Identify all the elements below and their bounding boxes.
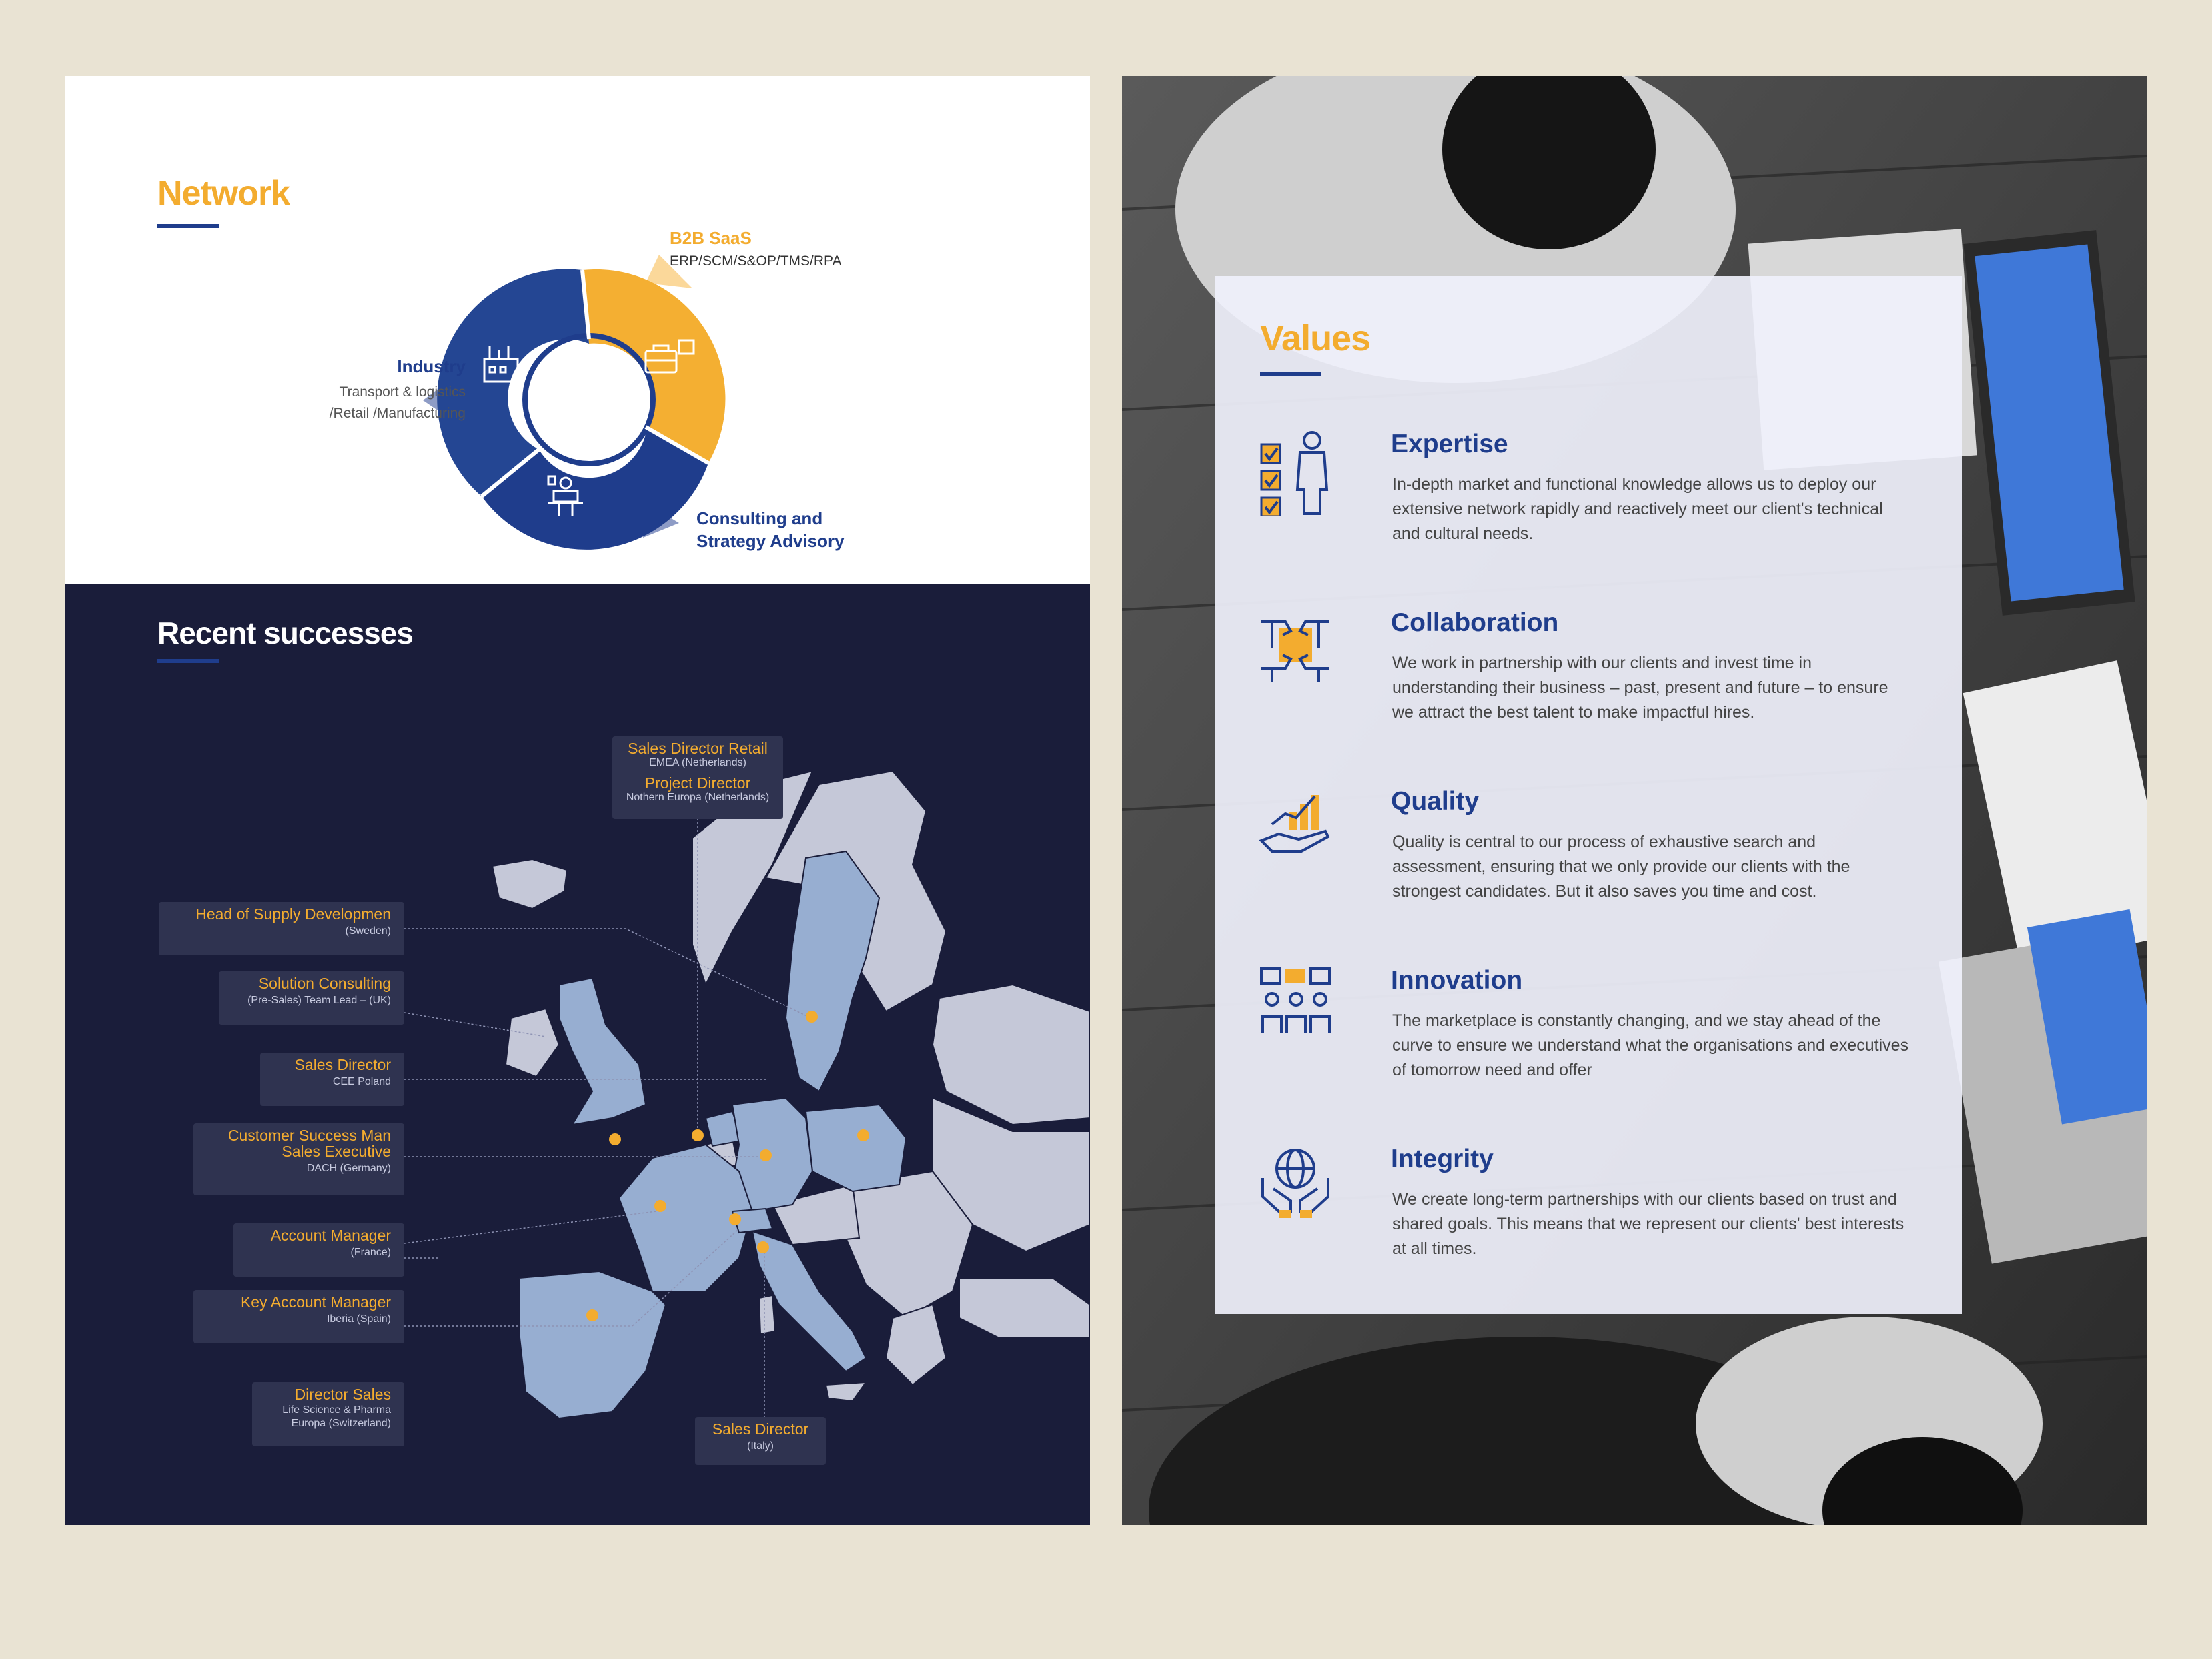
value-collaboration	[1259, 608, 1939, 755]
network-title: Network	[157, 174, 290, 213]
box-germany-title2: Sales Executive	[282, 1143, 391, 1160]
pin-spain	[586, 1309, 598, 1321]
consulting-label-line2: Strategy Advisory	[696, 531, 845, 551]
box-italy-title: Sales Director	[712, 1420, 809, 1438]
pin-france	[654, 1200, 666, 1212]
recent-successes-section	[65, 584, 1090, 1525]
b2b-sub: ERP/SCM/S&OP/TMS/RPA	[670, 253, 842, 269]
box-germany	[193, 1123, 404, 1195]
box-germany-sub: DACH (Germany)	[306, 1163, 391, 1174]
successes-title: Recent successes	[157, 616, 413, 650]
value-innovation	[1259, 966, 1939, 1113]
box-spain-sub: Iberia (Spain)	[326, 1313, 391, 1325]
box-netherlands-sub: EMEA (Netherlands)	[649, 757, 746, 768]
values-card	[1215, 276, 1962, 1314]
box-switzerland	[252, 1382, 404, 1446]
pin-uk	[609, 1133, 621, 1145]
pin-netherlands	[692, 1129, 704, 1141]
europe-map	[65, 584, 1090, 1525]
consulting-label-line1: Consulting and	[696, 508, 823, 528]
industry-sub2: /Retail /Manufacturing	[329, 406, 466, 421]
value-collaboration-title: Collaboration	[1391, 608, 1559, 637]
value-quality	[1259, 787, 1939, 934]
pin-switzerland	[729, 1213, 741, 1225]
value-integrity	[1259, 1145, 1939, 1291]
box-uk-sub: (Pre-Sales) Team Lead – (UK)	[247, 995, 391, 1006]
industry-label: Industry	[397, 356, 466, 376]
checklist-person-icon	[1259, 430, 1332, 516]
box-germany-title: Customer Success Man	[227, 1127, 391, 1144]
value-collaboration-text: We work in partnership with our clients and invest time in understanding their business – past, present and future – to ensure we attract the best talent to make impactful hires.	[1392, 654, 1888, 722]
b2b-label: B2B SaaS	[670, 228, 752, 248]
box-italy-sub: (Italy)	[747, 1440, 774, 1452]
box-uk-title: Solution Consulting	[258, 975, 391, 992]
pin-poland	[857, 1129, 869, 1141]
value-expertise-title: Expertise	[1391, 430, 1508, 458]
value-integrity-title: Integrity	[1391, 1145, 1494, 1173]
box-switzerland-title: Director Sales	[294, 1386, 391, 1403]
pin-sweden	[806, 1011, 818, 1023]
value-expertise	[1259, 430, 1939, 576]
box-france-title: Account Manager	[270, 1227, 391, 1244]
value-quality-title: Quality	[1391, 787, 1480, 816]
value-quality-text: Quality is central to our process of exhaustive search and assessment, ensuring that we only provide our clients with the strongest candidates. But it also saves you time and cost.	[1392, 833, 1850, 901]
values-title: Values	[1260, 318, 1371, 358]
box-sweden-title: Head of Supply Developmen	[195, 905, 391, 923]
network-cycle-diagram	[65, 76, 1090, 583]
team-ideas-icon	[1259, 966, 1332, 1053]
right-page	[1122, 76, 2147, 1525]
box-italy	[695, 1417, 826, 1465]
box-netherlands-title2: Project Director	[644, 774, 751, 792]
box-sweden-sub: (Sweden)	[345, 925, 391, 937]
box-netherlands-title: Sales Director Retail	[628, 740, 768, 757]
hand-chart-icon	[1259, 787, 1332, 874]
box-spain	[193, 1290, 404, 1343]
globe-hands-icon	[1259, 1145, 1332, 1231]
value-innovation-text: The marketplace is constantly changing, and we stay ahead of the curve to ensure we understand what the organisations and executives of tomorrow need and offer	[1392, 1011, 1909, 1079]
value-integrity-text: We create long-term partnerships with our clients based on trust and shared goals. This means that we represent our clients' best interests at all times.	[1392, 1190, 1904, 1258]
pin-italy	[757, 1241, 769, 1253]
box-netherlands	[612, 736, 783, 819]
box-netherlands-sub2: Nothern Europa (Netherlands)	[626, 792, 770, 803]
box-poland-title: Sales Director	[294, 1056, 391, 1073]
box-switzerland-sub: Life Science & Pharma	[282, 1404, 391, 1416]
box-poland	[260, 1053, 404, 1106]
pin-germany	[760, 1149, 772, 1161]
industry-sub1: Transport & logistics	[339, 384, 466, 400]
box-spain-title: Key Account Manager	[240, 1293, 391, 1311]
box-uk	[219, 971, 404, 1025]
left-page	[65, 76, 1090, 1525]
box-france-sub: (France)	[350, 1247, 391, 1258]
box-france	[233, 1223, 404, 1277]
hands-collaboration-icon	[1259, 608, 1332, 695]
box-sweden	[159, 902, 404, 955]
values-title-underline	[1260, 372, 1321, 376]
value-innovation-title: Innovation	[1391, 966, 1523, 995]
value-expertise-text: In-depth market and functional knowledge allows us to deploy our extensive network rapidly and reactively meet our client's technical and cultural needs.	[1392, 475, 1883, 543]
box-poland-sub: CEE Poland	[332, 1076, 391, 1087]
box-switzerland-sub2: Europa (Switzerland)	[291, 1418, 391, 1429]
